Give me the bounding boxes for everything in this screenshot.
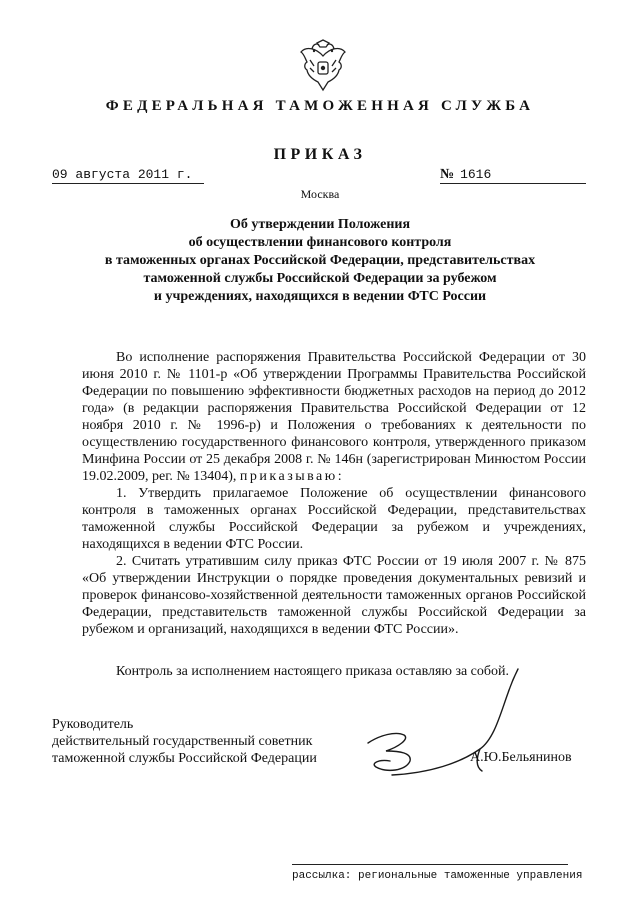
title-line: об осуществлении финансового контроля — [188, 235, 452, 250]
order-word: приказываю: — [239, 469, 345, 484]
handwritten-signature — [340, 655, 540, 795]
document-date: 09 августа 2011 г. — [52, 166, 204, 184]
position-line: таможенной службы Российской Федерации — [52, 751, 317, 766]
agency-name: ФЕДЕРАЛЬНАЯ ТАМОЖЕННАЯ СЛУЖБА — [105, 98, 535, 114]
number-value: 1616 — [460, 167, 492, 182]
document-number — [440, 166, 586, 184]
title-line: и учреждениях, находящихся в ведении ФТС России — [153, 289, 487, 304]
position-line: Руководитель — [52, 717, 134, 732]
preamble-paragraph — [82, 349, 586, 485]
document-title — [60, 216, 580, 306]
double-headed-eagle-icon — [298, 38, 348, 94]
order-item-1: 1. Утвердить прилагаемое Положение об осуществлении финансового контроля в таможенных органах Российской Федерации, представительствах таможенной службы Российской Федерации за рубежом и учреждениях, находящихся в ведении ФТС России. — [82, 486, 586, 552]
document-city: Москва — [300, 187, 340, 201]
order-item-2: 2. Считать утратившим силу приказ ФТС России от 19 июля 2007 г. № 875 «Об утверждении Инструкции о порядке проведения документальных ревизий и проверок финансово-хозяйственной деятельности таможенных органов Российской Федерации, представительств таможенной службы Российской Федерации за рубежом и организаций, находящихся в ведении ФТС России». — [82, 554, 586, 637]
preamble-text: Во исполнение распоряжения Правительства Российской Федерации от 30 июня 2010 г. № 1101-р «Об утверждении Программы Правительства Российской Федерации по повышению эффективности бюджетных расходов на период до 2012 года» (в редакции распоряжения Правительства Российской Федерации от 12 ноября 2010 г. № 1996-р) и Положения о требованиях к деятельности по осуществлению государственного финансового контроля, утвержденного приказом Минфина России от 25 декабря 2008 г. № 146н (зарегистрирован Минюстом России 19.02.2009, рег. № 13404), — [82, 350, 586, 484]
document-type: ПРИКАЗ — [273, 146, 367, 163]
control-statement: Контроль за исполнением настоящего приказа оставляю за собой. — [116, 664, 510, 679]
document-body — [82, 349, 586, 638]
footer-divider — [292, 864, 568, 865]
title-line: в таможенных органах Российской Федерации, представительствах — [104, 253, 536, 268]
signatory-position — [52, 716, 317, 767]
position-line: действительный государственный советник — [52, 734, 313, 749]
title-line: таможенной службы Российской Федерации за рубежом — [143, 271, 497, 286]
number-label: № — [440, 167, 455, 182]
signer-name: А.Ю.Бельянинов — [470, 750, 572, 765]
title-line: Об утверждении Положения — [229, 217, 411, 232]
distribution-note: рассылка: региональные таможенные управления — [292, 870, 583, 882]
